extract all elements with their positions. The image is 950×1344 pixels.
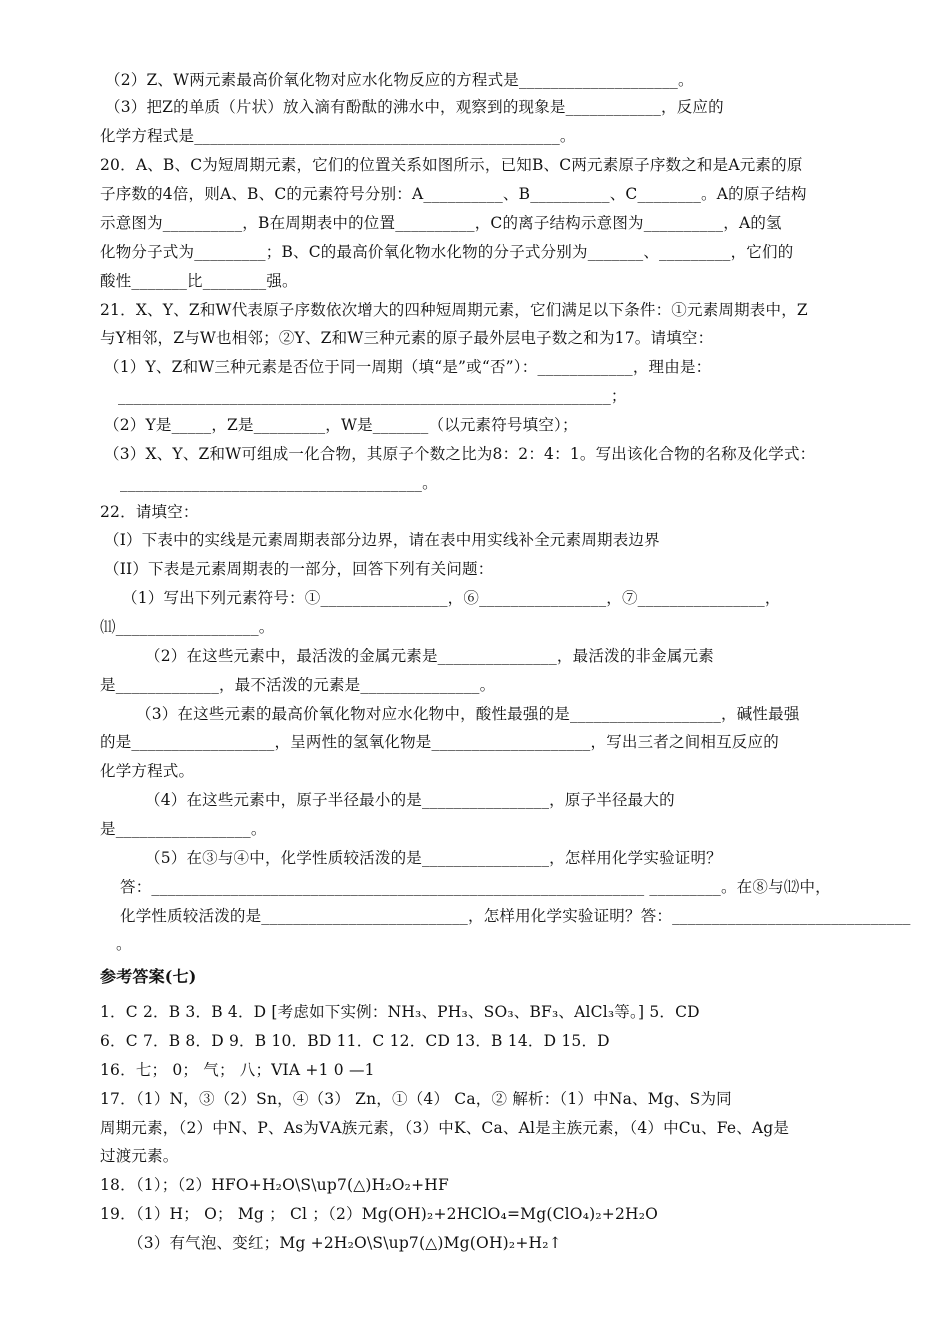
text-line: ______________________________________________________________； (118, 387, 627, 405)
text-line: （3）有气泡、变红；Mg +2H₂O\S\up7(△)Mg(OH)₂+H₂↑ (128, 1234, 562, 1252)
text-line: （1）Y、Z和W三种元素是否位于同一周期（填“是”或“否”）：____________，理由是： (104, 358, 712, 376)
text-line: （4）在这些元素中，原子半径最小的是________________，原子半径最大的 (145, 791, 675, 809)
text-line: 化物分子式为_________；B、C的最高价氧化物水化物的分子式分别为_______、_________，它们的 (100, 243, 794, 261)
text-line: （1）写出下列元素符号：①________________，⑥________________，⑦________________， (122, 589, 781, 607)
text-line: 化学性质较活泼的是__________________________，怎样用化学实验证明？答：______________________________ (120, 907, 911, 925)
text-line: （2）Z、W两元素最高价氧化物对应水化物反应的方程式是____________________。 (105, 71, 694, 89)
text-line: （2）Y是_____，Z是_________，W是_______（以元素符号填空）； (104, 416, 578, 434)
text-line: ⑾__________________。 (100, 618, 275, 636)
text-line: 的是__________________，呈两性的氢氧化物是____________________，写出三者之间相互反应的 (100, 733, 779, 751)
text-line: （3）在这些元素的最高价氧化物对应水化物中，酸性最强的是___________________，碱性最强 (136, 705, 800, 723)
text-line: 过渡元素。 (100, 1147, 179, 1165)
text-line: 18．（1）；（2）HFO+H₂O\S\up7(△)H₂O₂+HF (100, 1176, 449, 1194)
text-line: （5）在③与④中，化学性质较活泼的是________________，怎样用化学实验证明？ (145, 849, 722, 867)
text-line: 子序数的4倍，则A、B、C的元素符号分别：A__________、B__________、C________。A的原子结构 (100, 185, 807, 203)
text-line: 化学方程式是______________________________________________。 (100, 127, 576, 145)
text-line: 22．请填空： (100, 503, 199, 521)
text-line: 6．C 7．B 8．D 9．B 10．BD 11．C 12．CD 13．B 14．D 15．D (100, 1032, 610, 1050)
answers-heading: 参考答案(七) (100, 967, 197, 986)
text-line: （2）在这些元素中，最活泼的金属元素是_______________，最活泼的非金属元素 (145, 647, 714, 665)
text-line: 周期元素，（2）中N、P、As为ⅤA族元素，（3）中K、Ca、Al是主族元素，（4）中Cu、Fe、Ag是 (100, 1119, 790, 1137)
text-line: （3）把Z的单质（片状）放入滴有酚酞的沸水中，观察到的现象是____________，反应的 (105, 98, 724, 116)
text-line: 是_________________。 (100, 820, 267, 838)
text-line: 是_____________，最不活泼的元素是_______________。 (100, 676, 496, 694)
text-line: 21．X、Y、Z和W代表原子序数依次增大的四种短周期元素，它们满足以下条件：①元素周期表中，Z (100, 301, 808, 319)
text-line: 19．（1）H； O； Mg ； Cl ；（2）Mg(OH)₂+2HClO₄=Mg(ClO₄)₂+2H₂O (100, 1205, 659, 1223)
text-line: （II）下表是元素周期表的一部分，回答下列有关问题： (104, 560, 494, 578)
text-line: 1．C 2．B 3．B 4．D [考虑如下实例：NH₃、PH₃、SO₃、BF₃、AlCl₃等。] 5．CD (100, 1003, 700, 1021)
text-line: （3）X、Y、Z和W可组成一化合物，其原子个数之比为8：2：4：1。写出该化合物的名称及化学式： (104, 445, 816, 463)
text-line: ______________________________________。 (120, 474, 438, 492)
text-line: 与Y相邻，Z与W也相邻；②Y、Z和W三种元素的原子最外层电子数之和为17。请填空： (100, 329, 714, 347)
text-line: 17．（1）N，③（2）Sn，④（3） Zn，①（4） Ca，② 解析：（1）中Na、Mg、S为同 (100, 1090, 732, 1108)
text-line: 16．七； 0； 气； 八；VIA +1 0 —1 (100, 1061, 375, 1079)
text-line: （I）下表中的实线是元素周期表部分边界，请在表中用实线补全元素周期表边界 (104, 531, 660, 549)
text-line: 20．A、B、C为短周期元素，它们的位置关系如图所示，已知B、C两元素原子序数之和是A元素的原 (100, 156, 803, 174)
text-line: 酸性_______比________强。 (100, 272, 298, 290)
text-line: 示意图为__________，B在周期表中的位置__________，C的离子结构示意图为__________，A的氢 (100, 214, 782, 232)
text-line: 。 (116, 935, 132, 953)
text-line: 化学方程式。 (100, 762, 195, 780)
text-line: 答：______________________________________________________________ _________。在⑧与⑿中， (120, 878, 831, 896)
